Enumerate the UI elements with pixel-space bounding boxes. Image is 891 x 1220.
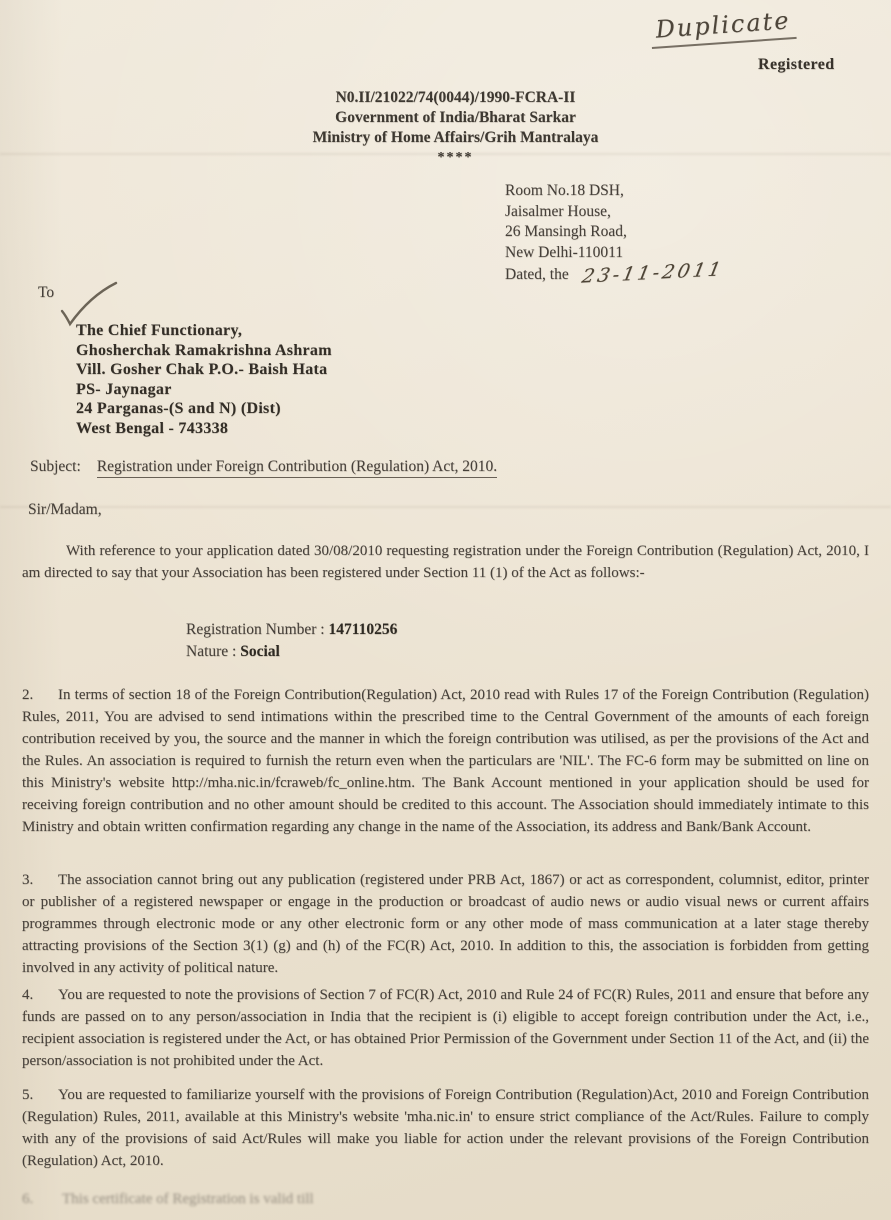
paragraph-text: This certificate of Registration is valid till	[62, 1191, 314, 1207]
to-label: To	[38, 284, 55, 301]
nature-label: Nature :	[186, 642, 237, 660]
paper-crease	[0, 506, 891, 508]
registration-number-value: 147110256	[328, 621, 398, 638]
paragraph-text: You are requested to familiarize yourself with the provisions of Foreign Contribution (Regulation)Act, 2010 and Foreign Contribution (Regulation) Rules, 2011, available at this Ministry's website 'mha.nic.in' to ensure strict compliance of the Act/Rules. Failure to comply with any of the provisions of said Act/Rules will make you liable for action under the relevant provisions of the Foreign Contribution (Regulation) Act, 2010.	[22, 1087, 869, 1169]
registration-number-label: Registration Number :	[186, 621, 325, 638]
recipient-line: The Chief Functionary,	[76, 322, 243, 339]
sender-address-block	[505, 181, 726, 288]
recipient-address-block	[76, 321, 332, 438]
paragraph-number: 6.	[22, 1191, 34, 1207]
recipient-line: 24 Parganas-(S and N) (Dist)	[76, 400, 281, 417]
paragraph-text: The association cannot bring out any publication (registered under PRB Act, 1867) or act as correspondent, columnist, editor, printer or publisher of a registered newspaper or engage in the production or broadcast of audio news or audio visual news or current affairs programmes through electronic mode or any other electronic form or any other mode of mass communication at a later stage thereby attracting provisions of the Section 3(1) (g) and (h) of the FC(R) Act, 2010. In addition to this, the association is forbidden from getting involved in any activity of political nature.	[22, 872, 869, 976]
salutation: Sir/Madam,	[28, 501, 102, 518]
subject-label: Subject:	[30, 458, 81, 475]
recipient-line: PS- Jaynagar	[76, 380, 172, 398]
ministry-line: Ministry of Home Affairs/Grih Mantralaya	[312, 129, 599, 146]
dated-label: Dated, the	[505, 266, 569, 283]
registration-number-line	[186, 619, 397, 641]
nature-line	[186, 641, 397, 663]
body-paragraph-6-cutoff	[22, 1188, 869, 1210]
government-line: Government of India/Bharat Sarkar	[335, 109, 576, 126]
recipient-line: Vill. Gosher Chak P.O.- Baish Hata	[76, 361, 328, 378]
paragraph-number: 2.	[22, 687, 34, 703]
handwritten-duplicate-note: Duplicate	[650, 6, 797, 49]
body-paragraph-1: With reference to your application dated 30/08/2010 requesting registration under the Foreign Contribution (Regulation) Act, 2010, I am directed to say that your Association has been registered under Section 11 (1) of the Act as follows:-	[22, 543, 869, 581]
subject-text: Registration under Foreign Contribution (Regulation) Act, 2010.	[97, 458, 497, 478]
body-paragraph-2	[22, 684, 869, 838]
registered-label: Registered	[758, 56, 835, 73]
recipient-line: West Bengal - 743338	[76, 419, 229, 437]
paragraph-text: In terms of section 18 of the Foreign Contribution(Regulation) Act, 2010 read with Rules 17 of the Foreign Contribution (Regulation) Rules, 2011, You are advised to send intimations within the prescribed time to the Central Government of the amounts of each foreign contribution received by you, the source and the manner in which the foreign contribution was utilised, as per the provisions of the Act and the Rules. An association is required to furnish the return even when the particulars are 'NIL'. The FC-6 form may be submitted on line on this Ministry's website http://mha.nic.in/fcraweb/fc_online.htm. The Bank Account mentioned in your application should be used for receiving foreign contribution and no other amount should be credited to this account. The Association should immediately intimate to this Ministry and obtain written confirmation regarding any change in the name of the Association, its address and Bank/Bank Account.	[22, 687, 869, 835]
recipient-line: Ghosherchak Ramakrishna Ashram	[76, 341, 332, 359]
sender-address-line: Jaisalmer House,	[505, 202, 611, 220]
paragraph-number: 4.	[22, 987, 34, 1003]
dated-line	[505, 258, 726, 288]
sender-address-line: New Delhi-110011	[505, 243, 624, 261]
nature-value: Social	[240, 642, 280, 660]
handwritten-date: 23-11-2011	[579, 258, 726, 288]
body-paragraph-5	[22, 1084, 869, 1172]
paragraph-number: 3.	[22, 872, 34, 888]
paragraph-text: You are requested to note the provisions of Section 7 of FC(R) Act, 2010 and Rule 24 of FC(R) Rules, 2011 and ensure that before any funds are passed on to any person/association in India that the recipient is (i) eligible to accept foreign contribution under the Act, i.e., recipient association is registered under the Act, or has obtained Prior Permission of the Government under Section 11 of the Act, and (ii) the person/association is not prohibited under the Act.	[22, 987, 869, 1069]
paragraph-number: 5.	[22, 1087, 34, 1103]
reference-number: N0.II/21022/74(0044)/1990-FCRA-II	[335, 89, 576, 106]
body-paragraph-4	[22, 984, 869, 1072]
sender-address-line: Room No.18 DSH,	[505, 182, 624, 199]
registration-details	[186, 619, 397, 662]
sender-address-line: 26 Mansingh Road,	[505, 223, 627, 240]
body-paragraph-3	[22, 869, 869, 979]
letterhead	[20, 88, 891, 168]
subject-line	[30, 458, 497, 476]
separator-stars: ****	[437, 150, 474, 165]
